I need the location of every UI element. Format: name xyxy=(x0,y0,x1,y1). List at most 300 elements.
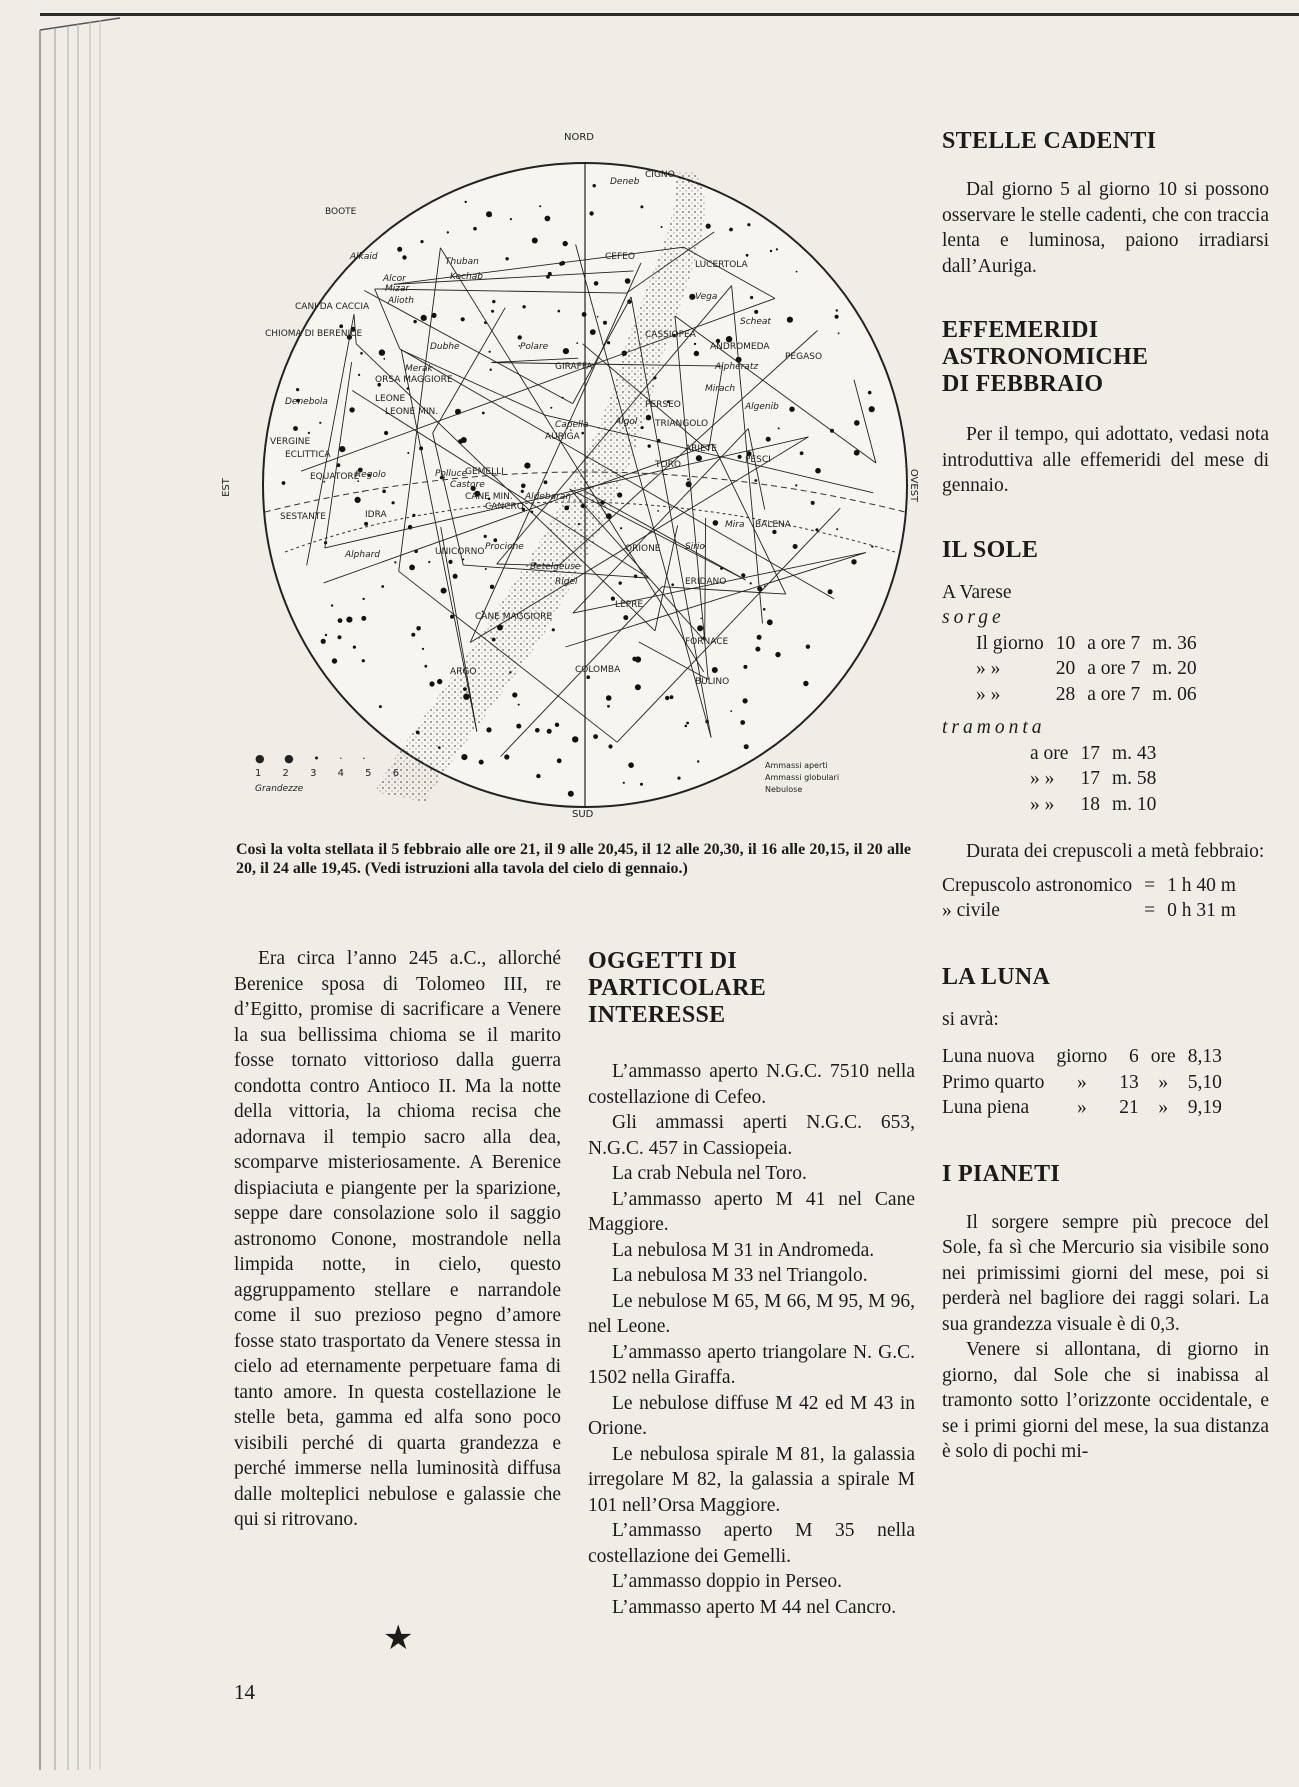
map-star xyxy=(518,704,520,706)
constellation-label: BALENA xyxy=(755,520,791,530)
map-star xyxy=(512,692,517,697)
map-star xyxy=(392,501,395,504)
map-star xyxy=(640,205,643,208)
map-star xyxy=(619,581,622,584)
map-star xyxy=(594,281,599,286)
map-star xyxy=(491,310,494,313)
map-star xyxy=(789,407,794,412)
table-cell: Il giorno xyxy=(976,632,1044,654)
map-star xyxy=(607,705,610,708)
page-number: 14 xyxy=(234,1680,255,1704)
map-star xyxy=(597,316,599,318)
map-star xyxy=(730,710,732,712)
map-star xyxy=(453,574,458,579)
table-cell: 18 xyxy=(1080,793,1100,815)
map-star xyxy=(522,305,525,308)
constellation-label: PEGASO xyxy=(785,352,823,362)
map-caption: Così la volta stellata il 5 febbraio alle ore 21, il 9 alle 20,45, il 12 alle 20,30, il 16 alle 20,15, il 20 alle 20, il 24 alle 19,45. (Vedi istruzioni alla tavola del cielo di gennaio.) xyxy=(236,841,911,877)
map-star xyxy=(620,527,622,529)
constellation-label: CANI DA CACCIA xyxy=(295,302,370,312)
table-cell: 10 xyxy=(1055,632,1076,654)
lunatab-row xyxy=(942,1070,1234,1096)
map-star xyxy=(564,506,569,511)
stelle-title: STELLE CADENTI xyxy=(942,128,1157,154)
constellation-label: LUCERTOLA xyxy=(695,260,748,270)
map-star xyxy=(657,510,659,512)
map-star xyxy=(338,618,343,623)
map-star xyxy=(632,657,637,662)
creptab-row xyxy=(942,873,1248,899)
object-item: L’ammasso doppio in Perseo. xyxy=(612,1571,843,1592)
objects-list xyxy=(588,1059,915,1620)
map-star xyxy=(518,335,522,339)
map-star xyxy=(424,665,427,668)
object-item: L’ammasso aperto triangolare N. G.C. 1502 nella Giraffa. xyxy=(588,1341,915,1388)
table-cell: » » xyxy=(976,683,1001,705)
map-star xyxy=(767,619,773,625)
map-star xyxy=(713,520,719,526)
map-star xyxy=(747,223,750,226)
legend-item: Ammassi aperti xyxy=(765,761,828,770)
map-star xyxy=(532,238,538,244)
map-star xyxy=(358,374,360,376)
map-star xyxy=(424,318,426,320)
table-cell: » xyxy=(1076,1071,1087,1093)
map-star xyxy=(606,695,612,701)
map-star xyxy=(338,635,342,639)
map-star xyxy=(778,427,780,429)
map-west-label: OVEST xyxy=(908,468,920,503)
map-star xyxy=(490,585,494,589)
map-star xyxy=(775,652,780,657)
table-cell: m. 36 xyxy=(1152,632,1197,654)
star-label: Algenib xyxy=(745,402,779,412)
constellation-label: PESCI xyxy=(745,455,771,465)
table-cell: 5,10 xyxy=(1187,1071,1222,1093)
map-star xyxy=(409,565,415,571)
map-star xyxy=(461,437,467,443)
map-star xyxy=(362,491,364,493)
map-star xyxy=(755,647,760,652)
map-star xyxy=(869,406,875,412)
map-star xyxy=(463,694,469,700)
object-item: Le nebulose diffuse M 42 ed M 43 in Orione. xyxy=(588,1392,915,1439)
table-cell: 1 h 40 m xyxy=(1167,874,1236,896)
map-star xyxy=(492,300,495,303)
map-star xyxy=(757,635,762,640)
table-cell: m. 20 xyxy=(1152,658,1197,679)
star-label: Alioth xyxy=(388,296,414,306)
sorge-label: sorge xyxy=(942,607,1005,628)
table-cell: » civile xyxy=(942,900,1000,921)
legend-item: Nebulose xyxy=(765,785,803,794)
map-star xyxy=(555,723,559,727)
map-star xyxy=(413,320,416,323)
star-label: Sirio xyxy=(685,542,705,552)
map-star xyxy=(635,684,641,690)
map-star xyxy=(603,321,607,325)
constellation-label: ORSA MAGGIORE xyxy=(375,375,453,385)
map-star xyxy=(607,341,610,344)
constellation-label: BULINO xyxy=(695,677,730,687)
map-star xyxy=(441,588,447,594)
map-star xyxy=(589,211,593,215)
map-star xyxy=(504,754,509,759)
map-star xyxy=(671,583,674,586)
map-star xyxy=(346,617,352,623)
map-star xyxy=(687,478,689,480)
constellation-label: ANDROMEDA xyxy=(710,342,770,352)
map-star xyxy=(521,484,526,489)
map-star xyxy=(787,317,793,323)
table-cell: a ore 7 xyxy=(1087,632,1141,654)
map-star xyxy=(437,679,442,684)
object-item: L’ammasso aperto M 35 nella costellazione dei Gemelli. xyxy=(588,1520,915,1567)
map-star xyxy=(572,736,578,742)
map-star xyxy=(700,618,702,620)
map-star xyxy=(489,351,491,353)
star-label: Scheat xyxy=(740,317,771,327)
map-star xyxy=(308,432,310,434)
map-star xyxy=(770,250,772,252)
map-star xyxy=(420,240,423,243)
sole-place: A Varese xyxy=(942,581,1012,603)
constellation-label: IDRA xyxy=(365,510,387,520)
map-star xyxy=(766,437,771,442)
star-label: Regolo xyxy=(355,470,387,480)
magnitude-legend-numbers: 1 2 3 4 5 6 xyxy=(255,768,409,779)
creptab-row xyxy=(942,898,1248,924)
magnitude-legend-label: Grandezze xyxy=(255,784,304,794)
map-star xyxy=(648,444,651,447)
lunatab-row xyxy=(942,1095,1234,1121)
star-label: Algol xyxy=(615,417,638,427)
table-cell: 9,19 xyxy=(1187,1097,1222,1118)
sorgetab-row xyxy=(976,656,1209,682)
sorgetab-row xyxy=(976,631,1209,657)
map-star xyxy=(743,665,747,669)
map-star xyxy=(447,231,449,233)
constellation-label: LEONE xyxy=(375,394,406,404)
map-star xyxy=(568,791,574,797)
map-star xyxy=(536,774,540,778)
map-star xyxy=(381,585,384,588)
map-star xyxy=(697,760,699,762)
map-star xyxy=(492,638,496,642)
table-cell: 8,13 xyxy=(1187,1046,1222,1067)
objects-legend xyxy=(765,760,839,796)
object-item: Le nebulose M 65, M 66, M 95, M 96, nel Leone. xyxy=(588,1290,915,1337)
object-item: La crab Nebula nel Toro. xyxy=(612,1163,807,1184)
map-star xyxy=(339,446,345,452)
map-star xyxy=(379,705,382,708)
tramtab-row xyxy=(1030,766,1168,792)
map-star xyxy=(349,407,354,412)
map-star xyxy=(815,468,821,474)
map-star xyxy=(623,615,628,620)
table-cell: 6 xyxy=(1129,1046,1139,1067)
map-star xyxy=(364,522,368,526)
star-label: Mirach xyxy=(705,384,736,394)
map-star xyxy=(628,762,634,768)
map-star xyxy=(332,658,337,663)
map-star xyxy=(524,463,530,469)
constellation-label: LEONE MIN. xyxy=(385,407,439,417)
constellation-label: COLOMBA xyxy=(575,665,621,675)
star-ornament: ★ xyxy=(383,1620,414,1657)
star-label: Alpheratz xyxy=(715,362,759,372)
map-star xyxy=(384,431,388,435)
map-star xyxy=(362,598,364,600)
object-item: La nebulosa M 33 nel Triangolo. xyxy=(612,1265,868,1286)
table-cell: m. 06 xyxy=(1152,683,1197,705)
map-star xyxy=(422,648,424,650)
table-cell: » xyxy=(1076,1097,1087,1118)
map-star xyxy=(776,248,778,250)
map-north-label: NORD xyxy=(564,132,594,143)
constellation-label: ARGO xyxy=(450,667,477,677)
star-label: Alkaid xyxy=(350,252,378,262)
map-star xyxy=(486,727,491,732)
table-cell: Primo quarto xyxy=(942,1071,1045,1093)
constellation-label: CANCRO xyxy=(485,502,524,512)
star-label: Alcor xyxy=(383,274,406,284)
map-star xyxy=(590,329,596,335)
table-cell: 13 xyxy=(1119,1071,1139,1093)
map-star xyxy=(319,422,321,424)
map-star xyxy=(800,451,804,455)
star-label: Alphard xyxy=(345,550,381,560)
map-star xyxy=(581,432,584,435)
pianeti-p1: Il sorgere sempre più precoce del Sole, fa sì che Mercurio sia visibile sono nei primissimi giorni del mese, poi si perderà nel bagliore dei raggi solari. La sua grandezza visuale è di 0,3. xyxy=(942,1211,1269,1335)
sole-title: IL SOLE xyxy=(942,536,1039,563)
map-star xyxy=(750,296,753,299)
berenice-story: Era circa l’anno 245 a.C., allorché Berenice sposa di Tolomeo III, re d’Egitto, promise di sacrificare a Venere la sua bellissima chioma se il marito fosse tornato vittorioso dalla guerra condotta contro Antioco II. Ma la notte della vittoria, la chioma recisa che adornava il tempio sacro alla dea, scomparve misteriosamente. A Berenice dispiaciuta e piangente per la sparizione, seppe dare consolazione solo il saggio astronomo Conone, mostrandole nella limpida notte, in cielo, questo aggruppamento stellare e narrandole come il suo prezioso pegno d’amore fosse stato trasportato da Venere stessa in cielo ad eternamente perpetuare fama di tanto amore. In questa costellazione le stelle beta, gamma ed alfa sono poco visibili perché di quarta grandezza e perché immerse nella luminosità diffusa dalle molteplici nebulose e galassie che qui si ritrovano. xyxy=(234,948,561,1530)
table-cell: » » xyxy=(1030,793,1055,815)
map-star xyxy=(482,412,485,415)
table-cell: a ore 7 xyxy=(1087,683,1141,705)
constellation-label: ARIETE xyxy=(685,444,717,454)
map-star xyxy=(563,241,568,246)
map-star xyxy=(696,455,702,461)
map-star xyxy=(547,729,552,734)
map-star xyxy=(473,227,477,231)
map-star xyxy=(582,312,587,317)
constellation-label: SESTANTE xyxy=(280,512,326,522)
map-star xyxy=(738,455,742,459)
map-star xyxy=(479,760,484,765)
constellation-label: CIGNO xyxy=(645,170,675,180)
map-star xyxy=(815,528,818,531)
map-star xyxy=(871,546,873,548)
map-star xyxy=(811,501,815,505)
constellation-label: GEMELLI xyxy=(465,467,504,477)
constellation-label: TORO xyxy=(655,460,681,470)
map-star xyxy=(750,582,752,584)
map-star xyxy=(448,560,452,564)
star-label: Thuban xyxy=(445,257,479,267)
constellation-label: GIRAFFA xyxy=(555,362,593,372)
map-star xyxy=(407,452,409,454)
map-star xyxy=(793,544,798,549)
map-star xyxy=(490,215,492,217)
map-star xyxy=(321,639,326,644)
constellation-label: TRIANGOLO xyxy=(655,419,709,429)
map-star xyxy=(402,255,406,259)
star-label: Merak xyxy=(405,364,433,374)
map-star xyxy=(490,369,492,371)
object-item: L’ammasso aperto N.G.C. 7510 nella costellazione di Cefeo. xyxy=(588,1061,915,1108)
map-star xyxy=(509,671,511,673)
map-star xyxy=(746,254,749,257)
table-cell: giorno xyxy=(1056,1046,1108,1067)
map-star xyxy=(535,728,540,733)
table-cell: m. 10 xyxy=(1111,793,1157,815)
map-star xyxy=(712,667,718,673)
pianeti-p2: Venere si allontana, di giorno in giorno, dal Sole che si inabissa al tramonto sotto l’orizzonte occidentale, e se i primi giorni del mese, la sua distanza è solo di pochi mi- xyxy=(942,1339,1269,1462)
map-star xyxy=(461,754,467,760)
table-cell: Crepuscolo astronomico xyxy=(942,874,1133,896)
map-star xyxy=(411,633,415,637)
map-star xyxy=(763,608,766,611)
map-star xyxy=(383,358,385,360)
map-star xyxy=(754,310,758,314)
map-star xyxy=(362,659,365,662)
star-label: Mira xyxy=(725,520,745,530)
page-top-edge xyxy=(40,13,1299,16)
star-label: Betelgeuse xyxy=(530,562,581,572)
tramtab-row xyxy=(1030,792,1168,818)
map-star xyxy=(282,481,286,485)
star-label: Procione xyxy=(485,542,524,552)
map-star xyxy=(557,758,562,763)
star-label: Deneb xyxy=(610,177,640,187)
star-label: Capella xyxy=(555,420,589,430)
map-star xyxy=(854,420,860,426)
map-star xyxy=(593,184,596,187)
story-column xyxy=(234,946,561,1533)
map-star xyxy=(412,514,415,517)
map-star xyxy=(835,315,839,319)
table-cell: 21 xyxy=(1119,1097,1139,1118)
map-star xyxy=(617,492,622,497)
constellation-label: ECLITTICA xyxy=(285,450,331,460)
map-star xyxy=(484,535,487,538)
stacked-page-edges xyxy=(0,0,120,1787)
map-star xyxy=(608,744,612,748)
star-label: Kochab xyxy=(450,272,483,282)
map-star xyxy=(677,777,680,780)
map-star xyxy=(623,782,625,784)
map-star xyxy=(339,324,343,328)
map-star xyxy=(505,257,508,260)
star-label: Denebola xyxy=(285,397,328,407)
constellation-label: CANE MAGGIORE xyxy=(475,612,553,622)
constellation-label: CANE MIN. xyxy=(465,492,513,502)
table-cell: 20 xyxy=(1055,658,1076,679)
map-star xyxy=(361,616,366,621)
map-star xyxy=(516,724,521,729)
luna-title: LA LUNA xyxy=(942,963,1051,990)
star-label: Vega xyxy=(695,292,718,302)
objects-column xyxy=(588,948,915,1620)
table-cell: » xyxy=(1158,1097,1169,1118)
map-star xyxy=(694,343,696,345)
constellation-label: AURIGA xyxy=(545,432,580,442)
constellation-label: PERSEO xyxy=(645,400,681,410)
map-star xyxy=(868,391,872,395)
lunatab-row xyxy=(942,1044,1234,1070)
map-star xyxy=(578,523,580,525)
map-star xyxy=(744,744,749,749)
map-star xyxy=(429,681,434,686)
table-cell: 0 h 31 m xyxy=(1167,900,1236,921)
map-star xyxy=(706,224,711,229)
map-star xyxy=(416,626,421,631)
star-label: Rigel xyxy=(555,577,578,587)
map-star xyxy=(836,528,838,530)
map-star xyxy=(670,695,674,699)
map-star xyxy=(625,278,631,284)
map-star xyxy=(397,247,402,252)
constellation-label: EQUATORE xyxy=(310,472,360,482)
map-star xyxy=(416,731,420,735)
map-star xyxy=(539,205,541,207)
map-star xyxy=(743,698,748,703)
map-star xyxy=(296,388,299,391)
map-star xyxy=(740,720,745,725)
map-star xyxy=(754,479,757,482)
table-cell: m. 43 xyxy=(1111,742,1157,764)
map-star xyxy=(563,348,569,354)
map-star xyxy=(463,687,467,691)
map-star xyxy=(640,783,643,786)
map-star xyxy=(586,675,590,679)
effemeridi-title: EFFEMERIDI ASTRONOMICHE DI FEBBRAIO xyxy=(942,317,1149,397)
table-cell: Luna nuova xyxy=(942,1046,1035,1067)
constellation-label: ERIDANO xyxy=(685,577,727,587)
table-cell: Luna piena xyxy=(942,1097,1030,1118)
table-cell: » » xyxy=(976,658,1001,679)
luna-intro: si avrà: xyxy=(942,1008,999,1030)
map-star xyxy=(803,681,808,686)
luna-table xyxy=(942,1044,1234,1121)
map-star xyxy=(353,646,356,649)
table-cell: = xyxy=(1144,900,1156,921)
map-star xyxy=(545,216,551,222)
map-star xyxy=(465,201,467,203)
table-cell: a ore xyxy=(1030,742,1069,764)
crepuscoli-text: Durata dei crepuscoli a metà febbraio: xyxy=(966,841,1265,862)
map-star xyxy=(325,634,327,636)
star-label: Castore xyxy=(450,480,485,490)
constellation-label: CHIOMA DI BERENICE xyxy=(265,329,363,339)
objects-title: OGGETTI DI PARTICOLARE INTERESSE xyxy=(588,948,767,1028)
sorge-table xyxy=(976,631,1209,708)
tramtab-row xyxy=(1030,741,1168,767)
map-star xyxy=(686,722,689,725)
map-star xyxy=(394,561,396,563)
map-star xyxy=(661,226,663,228)
constellation-label: UNICORNO xyxy=(435,547,485,557)
map-star xyxy=(360,352,363,355)
map-star xyxy=(293,426,298,431)
map-star xyxy=(694,351,699,356)
map-star xyxy=(438,746,441,749)
map-star xyxy=(544,480,548,484)
map-star xyxy=(838,332,840,334)
map-star xyxy=(796,271,798,273)
